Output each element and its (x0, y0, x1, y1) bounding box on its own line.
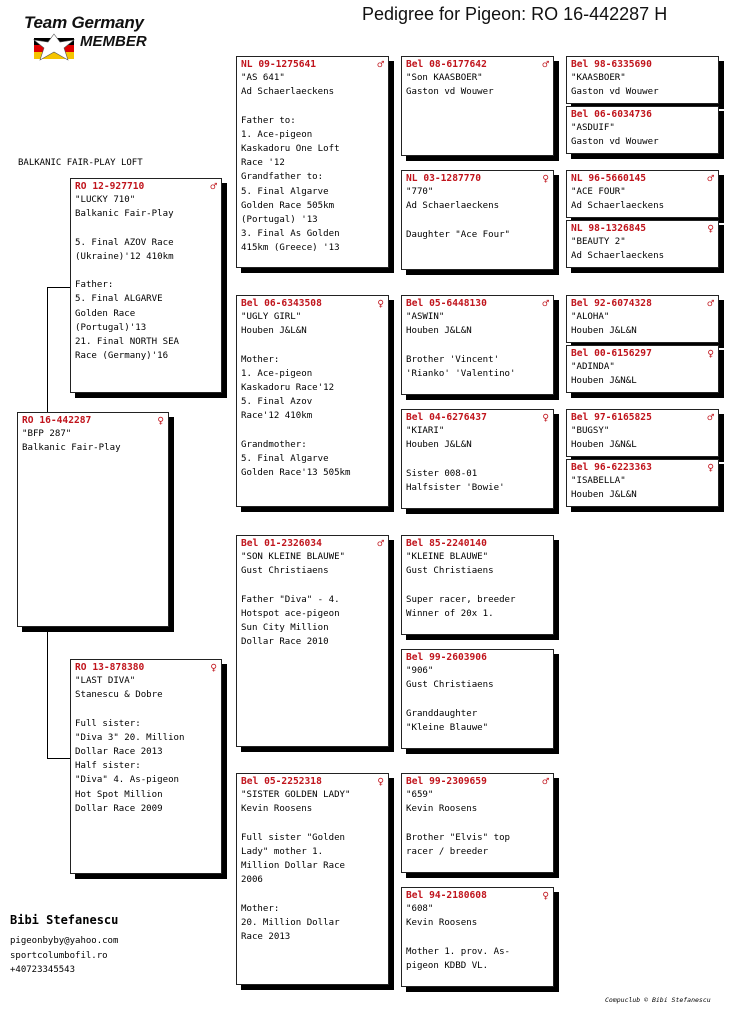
card-line: 5. Final Algarve (241, 454, 329, 464)
card-line: Mother: (241, 903, 280, 914)
card-line: Sister 008-01 (406, 468, 478, 479)
card-line: Houben J&N&L (571, 440, 637, 451)
pedigree-card-fmmf (566, 409, 719, 457)
pedigree-card-mmf (401, 773, 554, 873)
card-line (241, 578, 384, 592)
card-header (75, 661, 217, 674)
male-sex-icon: ♂ (707, 172, 714, 185)
card-line: Houben J&N&L (571, 376, 637, 387)
ring-number: RO 16-442287 (22, 415, 92, 426)
male-sex-icon: ♂ (210, 180, 217, 193)
card-line: Half sister: (75, 761, 141, 772)
card-line: Full sister "Golden (241, 832, 346, 843)
card-line (406, 578, 549, 592)
card-line: Houben J&L&N (571, 490, 637, 501)
card-line: "KLEINE BLAUWE" (406, 552, 489, 562)
card-header (241, 537, 384, 550)
card-line: Kevin Roosens (406, 918, 478, 929)
card-line: (Portugal)'13 (75, 322, 147, 333)
card-header (406, 889, 549, 902)
card-line (241, 99, 384, 113)
card-line: pigeon KDBD VL. (406, 960, 489, 971)
card-line: Sun City Million (241, 623, 329, 633)
card-line (406, 816, 549, 830)
card-line: Dollar Race 2013 (75, 747, 163, 757)
card-line: "UGLY GIRL" (241, 312, 302, 322)
ring-number: Bel 05-6448130 (406, 298, 487, 309)
card-header (241, 297, 384, 310)
card-line: "KIARI" (406, 426, 445, 436)
card-line: Race (Germany)'16 (75, 351, 169, 362)
card-line: Houben J&L&N (406, 326, 472, 337)
ring-number: RO 12-927710 (75, 181, 145, 192)
card-line (406, 930, 549, 944)
female-sex-icon: ♀ (542, 411, 549, 424)
card-line: Lady" mother 1. (241, 846, 324, 857)
card-line: "ACE FOUR" (571, 187, 626, 197)
ring-number: Bel 06-6034736 (571, 109, 652, 120)
card-line: "BEAUTY 2" (571, 237, 626, 247)
card-line: "SISTER GOLDEN LADY" (241, 790, 351, 800)
card-line: Daughter "Ace Four" (406, 229, 511, 240)
connector-line (47, 758, 71, 759)
ring-number: NL 98-1326845 (571, 223, 647, 234)
card-line: Race'12 410km (241, 411, 313, 422)
card-line: Golden Race 505km (241, 200, 335, 211)
ring-number: Bel 04-6276437 (406, 412, 487, 423)
card-line: "Kleine Blauwe" (406, 722, 489, 733)
card-header (241, 775, 384, 788)
ring-number: NL 03-1287770 (406, 173, 482, 184)
ring-number: Bel 98-6335690 (571, 59, 652, 70)
male-sex-icon: ♂ (542, 297, 549, 310)
card-line: 'Rianko' 'Valentino' (406, 368, 516, 379)
card-line: Hot Spot Million (75, 789, 163, 800)
card-line: "KAASBOER" (571, 73, 626, 83)
ring-number: Bel 96-6223363 (571, 462, 652, 473)
card-line: Ad Schaerlaeckens (241, 87, 335, 98)
card-line: "ASDUIF" (571, 123, 615, 133)
pedigree-card-ffm (401, 170, 554, 270)
card-line: Ad Schaerlaeckens (406, 201, 500, 212)
card-header (406, 651, 549, 664)
card-line: Mother 1. prov. As- (406, 946, 511, 957)
male-sex-icon: ♂ (377, 58, 384, 71)
pedigree-card-fmff (566, 295, 719, 343)
member-logo-text: MEMBER (80, 33, 147, 50)
eagle-flag-icon (30, 32, 78, 64)
card-line: "Son KAASBOER" (406, 73, 483, 83)
card-line: "AS 641" (241, 73, 285, 83)
card-line: Winner of 20x 1. (406, 608, 494, 619)
card-line: "BUGSY" (571, 426, 610, 436)
card-line: Full sister: (75, 718, 141, 729)
card-line: Kaskadoru One Loft (241, 144, 340, 154)
male-sex-icon: ♂ (542, 58, 549, 71)
ring-number: Bel 00-6156297 (571, 348, 652, 359)
pedigree-card-mmm (401, 887, 554, 987)
card-line: 2006 (241, 875, 263, 886)
card-line: "Diva 3" 20. Million (75, 732, 185, 743)
card-line: 5. Final Algarve (241, 186, 329, 197)
pedigree-card-fff (401, 56, 554, 156)
card-line: 20. Million Dollar (241, 917, 340, 928)
card-header (571, 108, 714, 121)
ring-number: NL 96-5660145 (571, 173, 647, 184)
female-sex-icon: ♀ (542, 172, 549, 185)
female-sex-icon: ♀ (377, 775, 384, 788)
card-line (75, 221, 217, 235)
pedigree-card-mother (70, 659, 222, 874)
card-line: Stanescu & Dobre (75, 690, 163, 701)
male-sex-icon: ♂ (377, 537, 384, 550)
card-line: Dollar Race 2010 (241, 637, 329, 648)
card-header (571, 222, 714, 235)
female-sex-icon: ♀ (210, 661, 217, 674)
card-line (406, 338, 549, 352)
card-line: Houben J&L&N (571, 326, 637, 337)
card-line: Grandfather to: (241, 172, 324, 183)
pedigree-card-fffm (566, 106, 719, 154)
card-line: 5. Final AZOV Race (75, 237, 174, 248)
female-sex-icon: ♀ (377, 297, 384, 310)
card-line: Gaston vd Wouwer (406, 87, 494, 98)
card-line: Halfsister 'Bowie' (406, 482, 505, 493)
card-line: Houben J&L&N (406, 440, 472, 451)
card-line (241, 887, 384, 901)
card-line: Grandmother: (241, 439, 307, 450)
card-line: "SON KLEINE BLAUWE" (241, 552, 346, 562)
card-header (406, 58, 549, 71)
pedigree-card-mfm (401, 649, 554, 749)
card-line: Hotspot ace-pigeon (241, 608, 340, 619)
card-line: (Portugal) '13 (241, 215, 318, 226)
card-header (571, 58, 714, 71)
pedigree-card-mff (401, 535, 554, 635)
card-line (241, 338, 384, 352)
card-line (241, 424, 384, 438)
card-line: 415km (Greece) '13 (241, 243, 340, 254)
pedigree-card-fmmm (566, 459, 719, 507)
owner-phone: +40723345543 (10, 965, 76, 975)
connector-line (47, 630, 48, 759)
ring-number: NL 09-1275641 (241, 59, 317, 70)
card-header (406, 537, 549, 550)
card-line (406, 692, 549, 706)
card-line: 5. Final ALGARVE (75, 294, 163, 305)
pedigree-card-mm (236, 773, 389, 985)
card-line: Balkanic Fair-Play (22, 443, 121, 454)
card-line (75, 702, 217, 716)
card-line: Gaston vd Wouwer (571, 87, 659, 98)
team-germany-logo-text: Team Germany (24, 13, 144, 32)
card-line: Dollar Race 2009 (75, 803, 163, 814)
card-line: "ASWIN" (406, 312, 445, 322)
card-line: Houben J&L&N (241, 326, 307, 337)
card-line: 1. Ace-pigeon (241, 129, 313, 140)
card-header (571, 411, 714, 424)
card-line: (Ukraine)'12 410km (75, 251, 174, 262)
male-sex-icon: ♂ (707, 411, 714, 424)
ring-number: Bel 06-6343508 (241, 298, 322, 309)
card-line: Brother 'Vincent' (406, 354, 500, 365)
pedigree-card-fm (236, 295, 389, 507)
owner-website: sportcolumbofil.ro (10, 951, 108, 961)
card-line: Kevin Roosens (241, 804, 313, 815)
female-sex-icon: ♀ (707, 222, 714, 235)
card-header (571, 297, 714, 310)
ring-number: RO 13-878380 (75, 662, 145, 673)
card-line: 3. Final As Golden (241, 229, 340, 240)
ring-number: Bel 99-2603906 (406, 652, 487, 663)
card-line: "659" (406, 790, 434, 800)
card-header (406, 411, 549, 424)
card-header (22, 414, 164, 427)
card-line: Kaskadoru Race'12 (241, 383, 335, 393)
card-line: Million Dollar Race (241, 861, 346, 871)
card-line: Golden Race (75, 308, 136, 319)
card-header (406, 775, 549, 788)
card-line: Ad Schaerlaeckens (571, 201, 665, 212)
card-line: racer / breeder (406, 846, 489, 857)
card-header (241, 58, 384, 71)
card-line: "LUCKY 710" (75, 195, 136, 205)
card-line: Mother: (241, 354, 280, 365)
card-line: "ISABELLA" (571, 476, 626, 486)
card-line: Gaston vd Wouwer (571, 137, 659, 148)
card-line (406, 213, 549, 227)
card-line: 21. Final NORTH SEA (75, 337, 180, 347)
card-line: Gust Christiaens (241, 566, 329, 577)
pedigree-card-fmm (401, 409, 554, 509)
ring-number: Bel 85-2240140 (406, 538, 487, 549)
card-line: Super racer, breeder (406, 594, 516, 605)
card-line: Father "Diva" - 4. (241, 594, 340, 605)
ring-number: Bel 99-2309659 (406, 776, 487, 787)
card-line (75, 264, 217, 278)
card-line: "LAST DIVA" (75, 676, 136, 686)
card-line: Brother "Elvis" top (406, 832, 511, 843)
card-header (406, 297, 549, 310)
female-sex-icon: ♀ (157, 414, 164, 427)
loft-name: BALKANIC FAIR-PLAY LOFT (18, 158, 143, 168)
software-credit: Compuclub © Bibi Stefanescu (605, 996, 711, 1004)
female-sex-icon: ♀ (542, 889, 549, 902)
card-line (241, 816, 384, 830)
ring-number: Bel 94-2180608 (406, 890, 487, 901)
card-line: Race 2013 (241, 932, 291, 942)
card-line (406, 452, 549, 466)
pedigree-card-fmfm (566, 345, 719, 393)
card-line: Gust Christiaens (406, 680, 494, 691)
card-header (75, 180, 217, 193)
card-header (571, 461, 714, 474)
ring-number: Bel 97-6165825 (571, 412, 652, 423)
card-line: "Diva" 4. As-pigeon (75, 775, 180, 786)
owner-name: Bibi Stefanescu (10, 913, 119, 927)
connector-line (47, 287, 48, 414)
page-title: Pedigree for Pigeon: RO 16-442287 H (362, 4, 668, 24)
card-header (406, 172, 549, 185)
card-line: Golden Race'13 505km (241, 468, 351, 479)
female-sex-icon: ♀ (707, 461, 714, 474)
ring-number: Bel 92-6074328 (571, 298, 652, 309)
card-line: 5. Final Azov (241, 397, 313, 408)
pedigree-card-father (70, 178, 222, 393)
card-line: Balkanic Fair-Play (75, 209, 174, 220)
card-line: "770" (406, 187, 434, 197)
owner-email: pigeonbyby@yahoo.com (10, 936, 119, 946)
card-line: Father to: (241, 115, 296, 126)
pedigree-card-ffmm (566, 220, 719, 268)
card-line: "608" (406, 904, 434, 914)
ring-number: Bel 01-2326034 (241, 538, 322, 549)
card-header (571, 172, 714, 185)
pedigree-card-ffmf (566, 170, 719, 218)
ring-number: Bel 05-2252318 (241, 776, 322, 787)
card-line: Race '12 (241, 158, 285, 169)
card-line: Gust Christiaens (406, 566, 494, 577)
pedigree-card-fmf (401, 295, 554, 395)
card-line: "BFP 287" (22, 429, 72, 439)
card-line: 1. Ace-pigeon (241, 368, 313, 379)
card-line: Granddaughter (406, 708, 478, 719)
pedigree-card-mf (236, 535, 389, 747)
card-line: Kevin Roosens (406, 804, 478, 815)
pedigree-card-ffff (566, 56, 719, 104)
male-sex-icon: ♂ (542, 775, 549, 788)
card-line: "ADINDA" (571, 362, 615, 372)
ring-number: Bel 08-6177642 (406, 59, 487, 70)
female-sex-icon: ♀ (707, 347, 714, 360)
card-header (571, 347, 714, 360)
card-line: Father: (75, 280, 114, 291)
male-sex-icon: ♂ (707, 297, 714, 310)
card-line: "906" (406, 666, 434, 676)
connector-line (47, 287, 71, 288)
card-line: Ad Schaerlaeckens (571, 251, 665, 262)
card-line: "ALOHA" (571, 312, 610, 322)
pedigree-card-ff (236, 56, 389, 268)
pedigree-card-subject (17, 412, 169, 627)
